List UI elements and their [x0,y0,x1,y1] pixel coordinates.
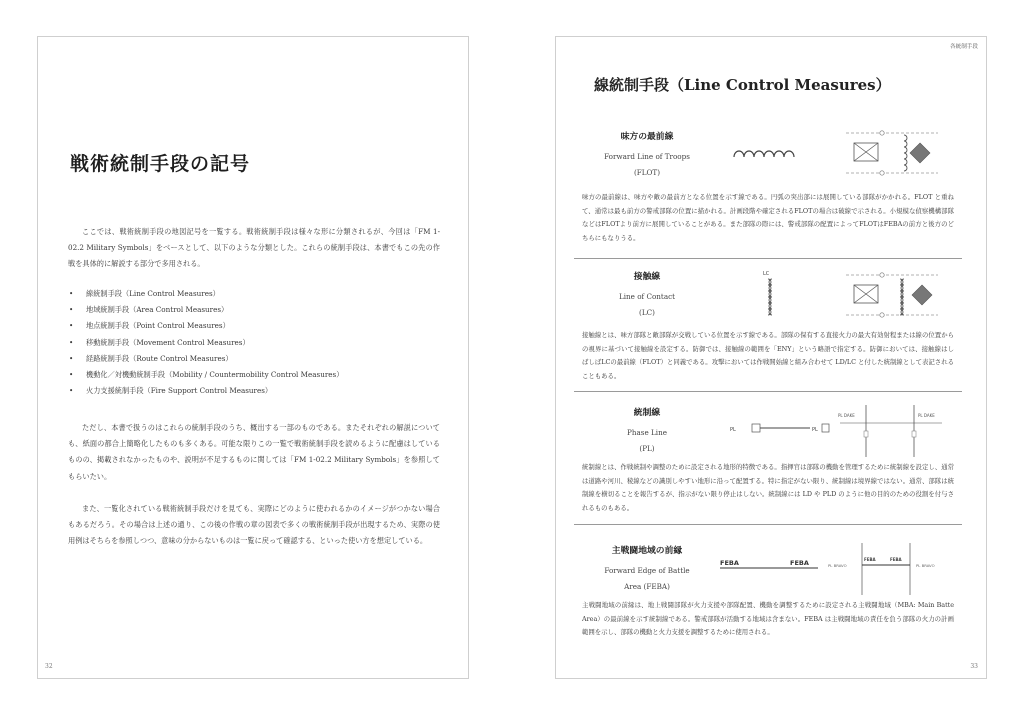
bullet-dot-icon: • [69,386,74,396]
list-item: • 地点統制手段（Point Control Measures） [68,318,440,334]
entry-flot [574,127,962,257]
entry-english-cont: Area (FEBA) [624,582,670,591]
pl-name-label: PL DAKE [918,413,935,418]
bullet-dot-icon: • [69,321,74,331]
feba-map-label: FEBA [890,557,902,562]
list-item: • 地域統制手段（Area Control Measures） [68,302,440,318]
feba-map-diagram [828,541,952,597]
entry-description: 統制線とは、作戦統制や調整のために設定される地形的特徴である。指揮官は部隊の機動を管理するために統制線を設定し、通常は道路や河川、稜線などの識別しやすい地形に沿って配置する。特に指定がない限り、統制線は境界線ではない。通常、部隊は統制線を横切ることを報告するが、指示がない限り停止はしない。統制線には LD や PLD のように他の目的のための役割を付与されるものもある。 [582,463,954,512]
note-paragraph: ただし、本書で扱うのはこれらの統制手段のうち、概出する一部のものである。またそれぞれの解説についても、紙面の都合上簡略化したものも多くある。可能な限りこの一覧で戦術統制手段を読めるように配慮はしているものの、掲載されなかったものや、説明が不足するものに関しては「FM 1-02.2 Military Symbols」を参照してもらいたい。 [68,423,440,481]
entry-abbr: (LC) [639,308,655,317]
chapter-title: 戦術統制手段の記号 [70,153,251,175]
list-item: • 機動化／対機動統制手段（Mobility / Countermobility Control Measures） [68,367,440,383]
list-item: • 移動統制手段（Movement Control Measures） [68,335,440,351]
entry-feba [574,537,962,663]
usage-paragraph: また、一覧化されている戦術統制手段だけを見ても、実際にどのように使われるかのイメージがつかない場合もあるだろう。その場合は上述の通り、この後の作戦の章の図表で多くの戦術統制手段が出現するため、実際の使用例はそちらを参照しつつ、意味の分からないものは一覧に戻って確認する、といった使い方を想定している。 [68,504,440,546]
entry-title: 接触線 [633,272,661,282]
bullet-dot-icon: • [69,305,74,315]
list-item: • 線統制手段（Line Control Measures） [68,286,440,302]
pl-label-right: PL [812,427,818,433]
section-divider [574,524,962,525]
entry-description: 主戦闘地域の前縁は、地上戦闘部隊が火力支援や部隊配置、機動を調整するために設定される主戦闘地域（MBA: Main Batte Area）の最前線を示す統制線である。警戒部隊が活動する地域は含まない。FEBA は主戦闘地域の責任を負う部隊の火力の計画範囲を示し、部隊の機動と火力支援を調整するために使用される。 [582,601,954,637]
entry-english: Line of Contact [618,292,676,301]
lc-label: LC [763,271,770,277]
entry-title: 味方の最前線 [620,132,674,142]
entry-title: 統制線 [633,408,661,418]
entry-pl [574,403,962,523]
flot-unit-diagram [842,127,942,179]
list-item: • 火力支援統制手段（Fire Support Control Measures） [68,383,440,399]
lc-unit-diagram [842,267,942,323]
flot-line-symbol [732,145,798,159]
feba-label-right: FEBA [790,559,809,567]
pl-map-diagram [836,403,946,459]
intro-paragraph: ここでは、戦術統制手段の地図記号を一覧する。戦術統制手段は様々な形に分類されるが、今回は「FM 1-02.2 Military Symbols」をベースとして、以下のような分類とした。これらの統制手段は、本書でもこの先の作戦を具体的に解説する部分で多用される。 [68,227,440,269]
entry-english: Forward Line of Troops [604,152,690,161]
feba-map-label: FEBA [864,557,876,562]
right-page [555,36,987,679]
running-head: 各統制手段 [950,44,978,50]
pl-name-label: PL DAKE [838,413,855,418]
feba-pl-label: PL BRAVO [916,563,935,568]
page-number: 33 [970,663,978,670]
section-divider [574,258,962,259]
entry-description: 味方の最前線は、味方や敵の最前方となる位置を示す線である。円弧の突出部には展開している部隊がかかれる。FLOT と重ねて、通常は最も前方の警戒部隊の位置に描かれる。計画段階や確定されるFLOTの場合は破線で示される。小規模な偵察機構部隊などはFLOTより前方に展開していることがある。また部隊の際には、警戒部隊の配置によってFLOTはFEBAの前方と後方のどちらにもなりうる。 [582,193,954,242]
entry-lc [574,267,962,391]
entry-abbr: (FLOT) [633,168,661,177]
entry-title: 主戦闘地域の前縁 [611,546,683,556]
pl-label-left: PL [730,427,736,433]
entry-english: Forward Edge of Battle [604,566,690,575]
pl-line-symbol [730,421,830,437]
entry-abbr: (PL) [639,444,655,453]
bullet-dot-icon: • [69,370,74,380]
category-list [68,286,440,399]
bullet-dot-icon: • [69,353,74,363]
lc-line-symbol [758,267,780,323]
section-divider [574,391,962,392]
entry-english: Phase Line [627,428,667,437]
feba-line-symbol [720,557,820,573]
section-title: 線統制手段（Line Control Measures） [594,76,891,94]
left-page [37,36,469,679]
list-item: • 経路統制手段（Route Control Measures） [68,351,440,367]
feba-pl-label: PL BRAVO [828,563,847,568]
page-number: 32 [45,663,53,670]
bullet-dot-icon: • [69,337,74,347]
entry-description: 接触線とは、味方部隊と敵部隊が交戦している位置を示す線である。部隊の保有する直接火力の最大有効射程または線の位置からの視界に基づいて接触線を設定する。防御では、接触線の範囲を「ENY」という略語で指定する。防御においては、接触線はしばしばLCの最前線（FLOT）と同義である。攻撃においては作戦開始線と組み合わせて LD/LC と付した統制線として表記されることもある。 [582,331,954,380]
feba-label-left: FEBA [720,559,739,567]
bullet-dot-icon: • [69,289,74,298]
